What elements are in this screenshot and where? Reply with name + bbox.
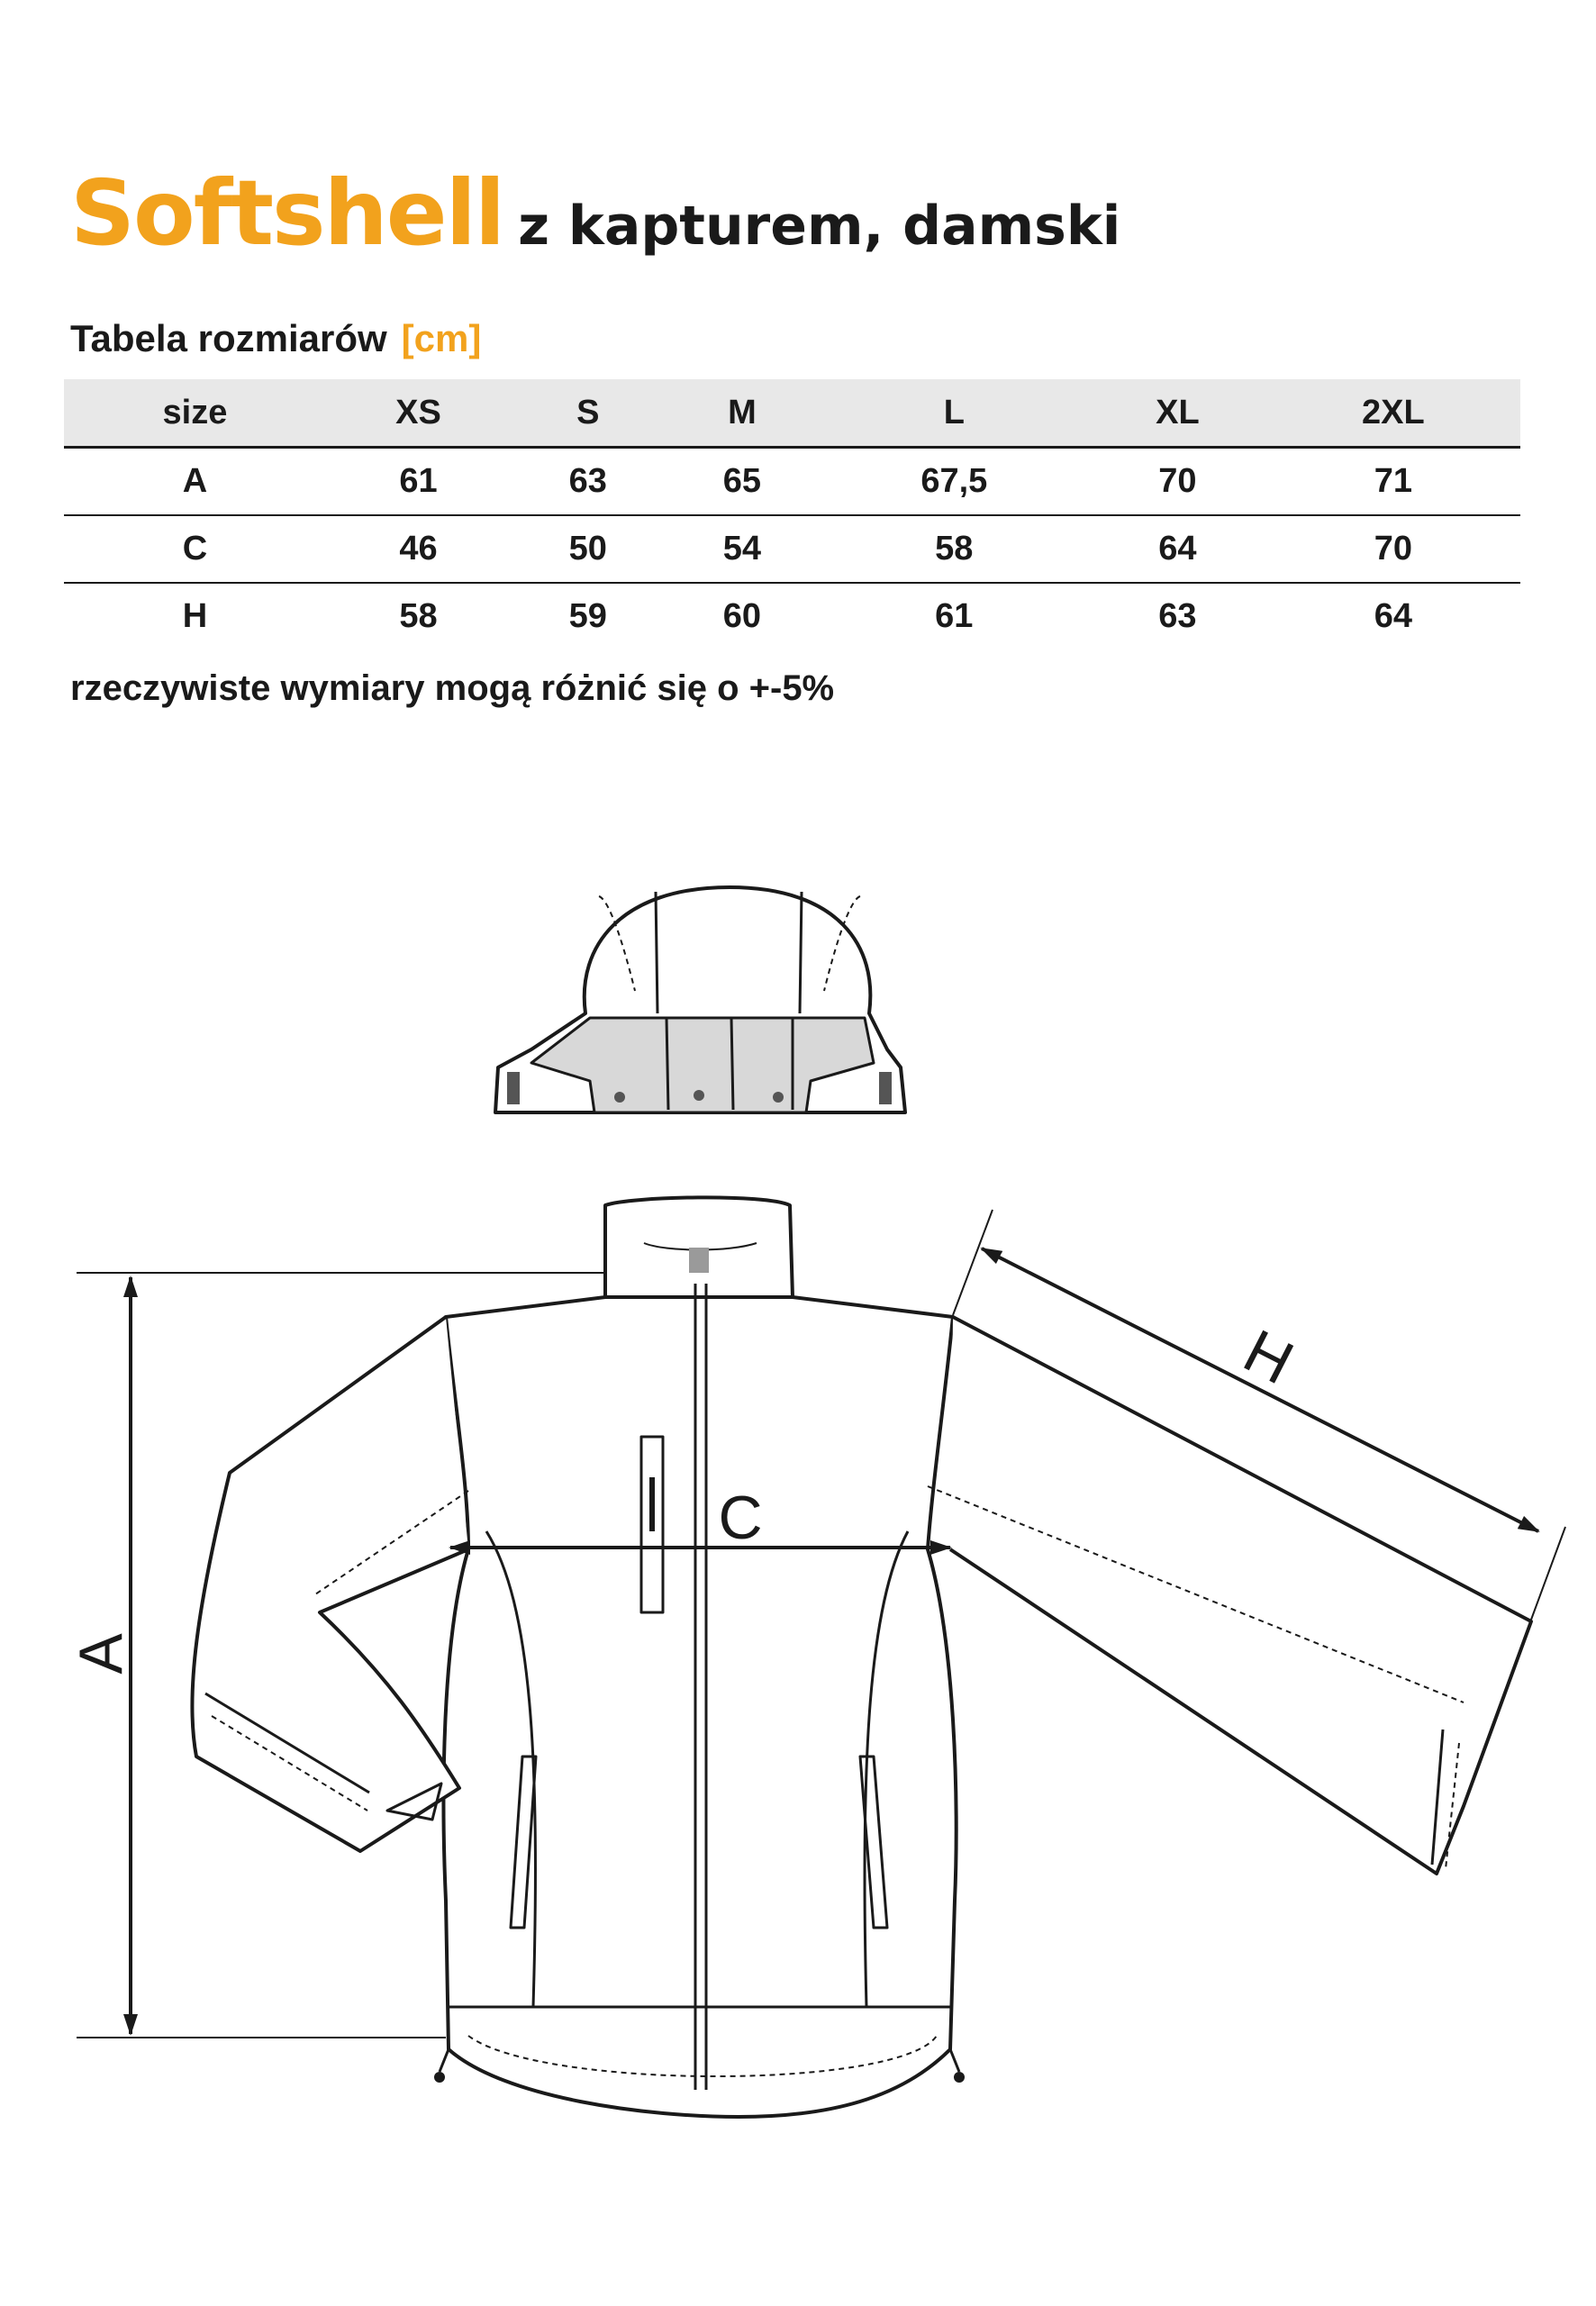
unit-label: [cm] xyxy=(401,317,482,359)
table-cell: 50 xyxy=(511,515,665,583)
table-cell: 67,5 xyxy=(820,448,1090,516)
table-cell: 63 xyxy=(1158,597,1197,635)
header-cell: S xyxy=(511,379,665,448)
table-cell: 64 xyxy=(1089,515,1266,583)
dimension-h-label: H xyxy=(1233,1316,1304,1398)
table-cell: 54 xyxy=(665,515,819,583)
tolerance-note: rzeczywiste wymiary mogą różnić się o +-5% xyxy=(70,668,835,708)
table-cell: A xyxy=(64,448,326,516)
table-row xyxy=(64,583,1520,649)
header-cell: L xyxy=(820,379,1090,448)
table-cell: 70 xyxy=(1089,448,1266,516)
table-row xyxy=(64,448,1520,516)
header-cell: size xyxy=(64,379,326,448)
header-cell: XS xyxy=(326,379,511,448)
table-cell: 63 xyxy=(511,448,665,516)
table-row xyxy=(64,515,1520,583)
size-table-heading xyxy=(70,317,481,360)
table-cell: 58 xyxy=(820,515,1090,583)
title-brand: Softshell xyxy=(70,160,504,266)
table-cell: 61 xyxy=(935,597,974,635)
header-cell: XL xyxy=(1089,379,1266,448)
size-table xyxy=(64,379,1520,649)
table-cell: H xyxy=(182,597,208,635)
size-table-title: Tabela rozmiarów xyxy=(70,317,387,359)
table-cell: 58 xyxy=(399,597,438,635)
table-cell: 61 xyxy=(326,448,511,516)
page-title xyxy=(70,160,1120,266)
header-cell: M xyxy=(665,379,819,448)
table-cell: 70 xyxy=(1266,515,1520,583)
jacket-illustration xyxy=(0,865,1596,2144)
jacket-drawing xyxy=(192,1197,1531,2117)
title-rest: z kapturem, damski xyxy=(518,195,1121,258)
dimension-c-label: C xyxy=(718,1484,763,1552)
table-cell: 59 xyxy=(568,597,607,635)
header-cell: 2XL xyxy=(1266,379,1520,448)
table-cell: 71 xyxy=(1266,448,1520,516)
table-header-row xyxy=(64,379,1520,448)
table-cell: C xyxy=(64,515,326,583)
table-cell: 46 xyxy=(326,515,511,583)
dimension-a-label: A xyxy=(67,1633,135,1675)
table-cell: 64 xyxy=(1374,597,1412,635)
table-cell: 60 xyxy=(722,597,762,635)
hood-drawing xyxy=(495,887,905,1112)
table-cell: 65 xyxy=(665,448,819,516)
